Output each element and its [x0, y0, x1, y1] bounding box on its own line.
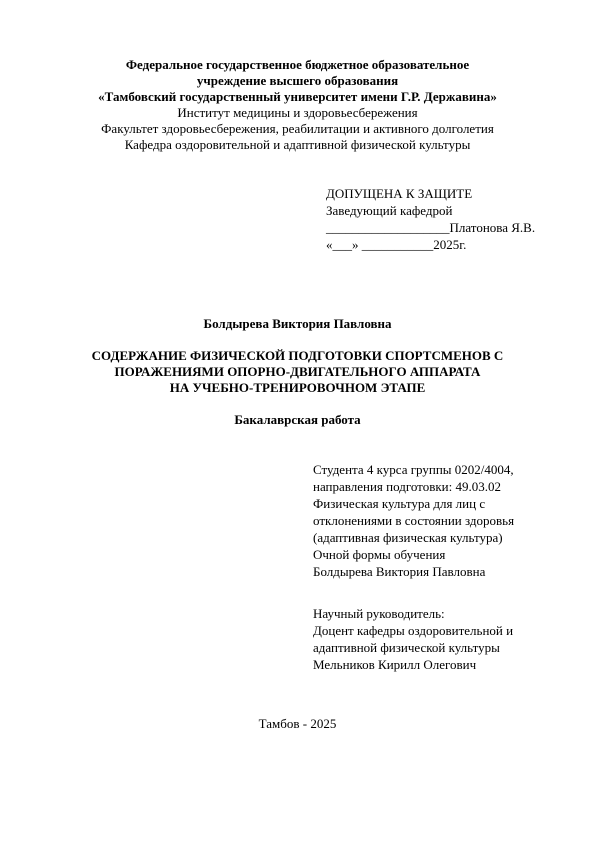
- thesis-title-line-1: СОДЕРЖАНИЕ ФИЗИЧЕСКОЙ ПОДГОТОВКИ СПОРТСМЕНОВ С: [91, 348, 504, 363]
- thesis-title-line-2: ПОРАЖЕНИЯМИ ОПОРНО-ДВИГАТЕЛЬНОГО АППАРАТА: [114, 364, 481, 379]
- header-line-faculty: Факультет здоровьесбережения, реабилитации и активного долголетия: [101, 121, 494, 136]
- institution-header: [0, 57, 595, 153]
- header-line-university: «Тамбовский государственный университет имени Г.Р. Державина»: [98, 89, 497, 104]
- student-specialty-1: Физическая культура для лиц с: [313, 496, 486, 511]
- supervisor-info: [313, 605, 513, 673]
- header-line-institution-type: учреждение высшего образования: [196, 73, 399, 88]
- thesis-title-line-3: НА УЧЕБНО-ТРЕНИРОВОЧНОМ ЭТАПЕ: [169, 380, 426, 395]
- header-line-department: Кафедра оздоровительной и адаптивной физической культуры: [124, 137, 471, 152]
- approval-stamp: [326, 185, 535, 253]
- header-line-ministry: Федеральное государственное бюджетное образовательное: [125, 57, 470, 72]
- city-year: Тамбов - 2025: [258, 716, 337, 731]
- student-course-group: Студента 4 курса группы 0202/4004,: [313, 462, 514, 477]
- student-direction: направления подготовки: 49.03.02: [313, 479, 501, 494]
- supervisor-position-1: Доцент кафедры оздоровительной и: [313, 623, 514, 638]
- supervisor-heading: Научный руководитель:: [313, 606, 445, 621]
- student-specialty-3: (адаптивная физическая культура): [313, 530, 503, 545]
- work-type: Бакалаврская работа: [234, 412, 361, 427]
- author-name: Болдырева Виктория Павловна: [203, 316, 392, 331]
- supervisor-position-2: адаптивной физической культуры: [313, 640, 500, 655]
- student-study-form: Очной формы обучения: [313, 547, 446, 562]
- student-info: [313, 461, 514, 580]
- supervisor-name: Мельников Кирилл Олегович: [313, 657, 477, 672]
- student-specialty-2: отклонениями в состоянии здоровья: [313, 513, 515, 528]
- thesis-title: [0, 348, 595, 396]
- approval-heading: ДОПУЩЕНА К ЗАЩИТЕ: [326, 186, 473, 201]
- student-name: Болдырева Виктория Павловна: [313, 564, 486, 579]
- approval-signature-line: ___________________Платонова Я.В.: [326, 220, 536, 235]
- approval-date-line: «___» ___________2025г.: [326, 237, 467, 252]
- approval-role: Заведующий кафедрой: [326, 203, 453, 218]
- header-line-institute: Институт медицины и здоровьесбережения: [177, 105, 418, 120]
